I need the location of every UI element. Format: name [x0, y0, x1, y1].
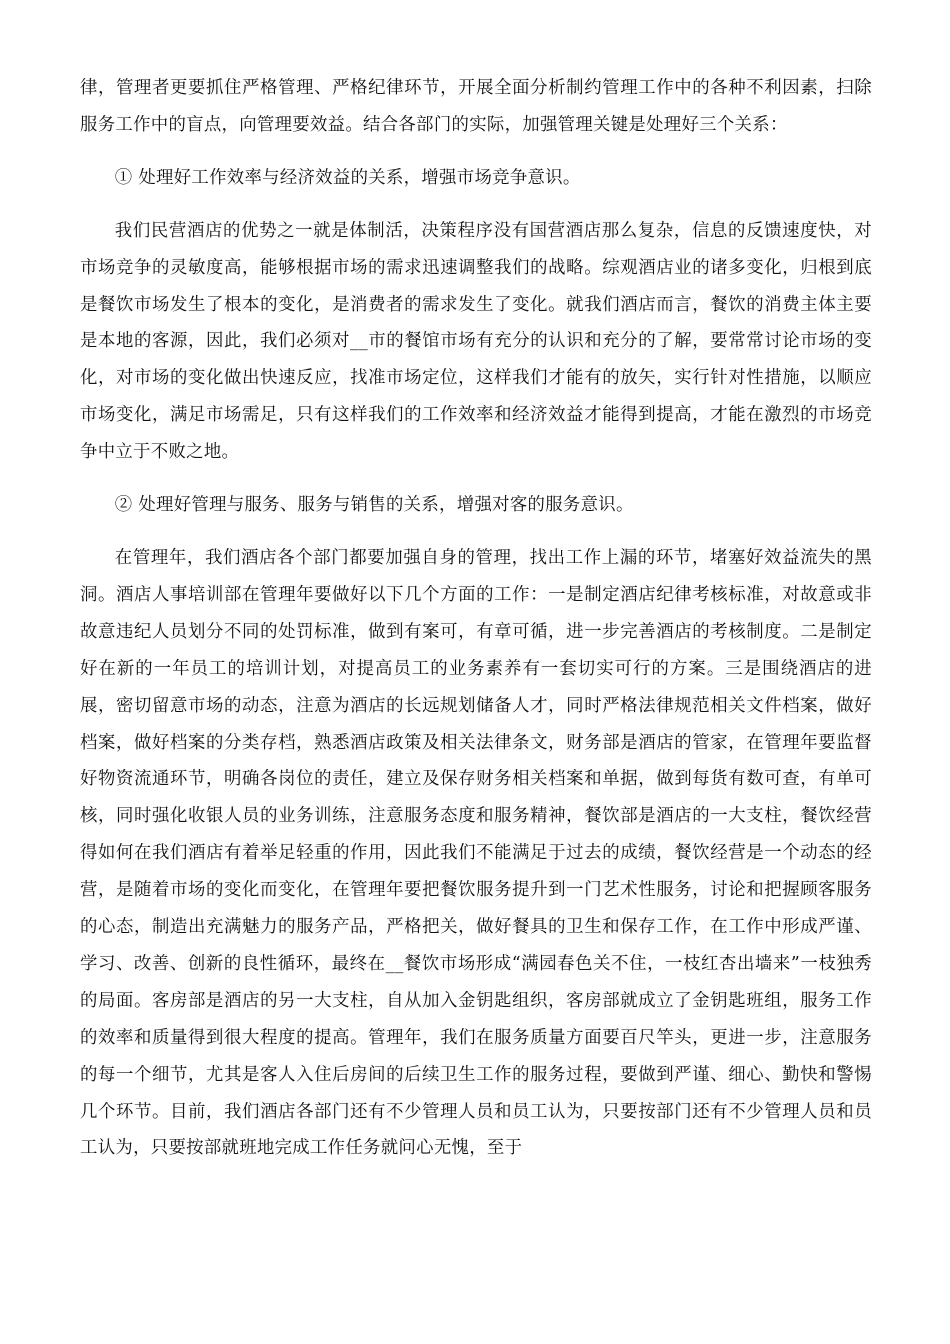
document-body [80, 70, 872, 1183]
heading-relation-one: ① 处理好工作效率与经济效益的关系，增强市场竞争意识。 [114, 167, 581, 188]
paragraph-continuation: 律，管理者更要抓住严格管理、严格纪律环节，开展全面分析制约管理工作中的各种不利因素，扫除服务工作中的盲点，向管理要效益。结合各部门的实际，加强管理关键是处理好三个关系： [80, 78, 872, 135]
heading-relation-two: ② 处理好管理与服务、服务与销售的关系，增强对客的服务意识。 [114, 495, 634, 516]
paragraph-market-competition: 我们民营酒店的优势之一就是体制活，决策程序没有国营酒店那么复杂，信息的反馈速度快，对市场竞争的灵敏度高，能够根据市场的需求迅速调整我们的战略。综观酒店业的诸多变化，归根到底是餐饮市场发生了根本的变化，是消费者的需求发生了变化。就我们酒店而言，餐饮的消费主体主要是本地的客源，因此，我们必须对__市的餐馆市场有充分的认识和充分的了解，要常常讨论市场的变化，对市场的变化做出快速反应，找准市场定位，这样我们才能有的放矢，实行针对性措施，以顺应市场变化，满足市场需足，只有这样我们的工作效率和经济效益才能得到提高，才能在激烈的市场竞争中立于不败之地。 [80, 220, 872, 463]
paragraph-management-year: 在管理年，我们酒店各个部门都要加强自身的管理，找出工作上漏的环节，堵塞好效益流失的黑洞。酒店人事培训部在管理年要做好以下几个方面的工作：一是制定酒店纪律考核标准，对故意或非故意违纪人员划分不同的处罚标准，做到有案可，有章可循，进一步完善酒店的考核制度。二是制定好在新的一年员工的培训计划，对提高员工的业务素养有一套切实可行的方案。三是围绕酒店的进展，密切留意市场的动态，注意为酒店的长远规划储备人才，同时严格法律规范相关文件档案，做好档案，做好档案的分类存档，熟悉酒店政策及相关法律条文，财务部是酒店的管家，在管理年要监督好物资流通环节，明确各岗位的责任，建立及保存财务相关档案和单据，做到每货有数可查，有单可核，同时强化收银人员的业务训练，注意服务态度和服务精神，餐饮部是酒店的一大支柱，餐饮经营得如何在我们酒店有着举足轻重的作用，因此我们不能满足于过去的成绩，餐饮经营是一个动态的经营，是随着市场的变化而变化，在管理年要把餐饮服务提升到一门艺术性服务，讨论和把握顾客服务的心态，制造出充满魅力的服务产品，严格把关，做好餐具的卫生和保存工作，在工作中形成严谨、学习、改善、创新的良性循环，最终在__餐饮市场形成“满园春色关不住，一枝红杏出墙来”一枝独秀的局面。客房部是酒店的另一大支柱，自从加入金钥匙组织，客房部就成立了金钥匙班组，服务工作的效率和质量得到很大程度的提高。管理年，我们在服务质量方面要百尺竿头，更进一步，注意服务的每一个细节，尤其是客人入住后房间的后续卫生工作的服务过程，要做到严谨、细心、勤快和警惕几个环节。目前，我们酒店各部门还有不少管理人员和员工认为，只要按部门还有不少管理人员和员工认为，只要按部就班地完成工作任务就问心无愧，至于 [80, 547, 872, 1159]
